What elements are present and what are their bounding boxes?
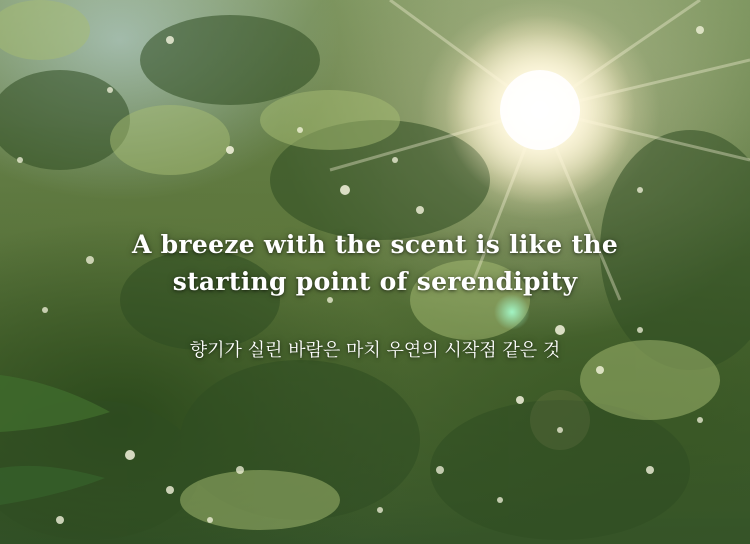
korean-caption: 향기가 실린 바람은 마치 우연의 시작점 같은 것 (189, 340, 561, 361)
english-caption-line-1: A breeze with the scent is like the (131, 230, 619, 259)
english-caption (0, 226, 750, 300)
english-caption-line-2: starting point of serendipity (172, 267, 578, 296)
